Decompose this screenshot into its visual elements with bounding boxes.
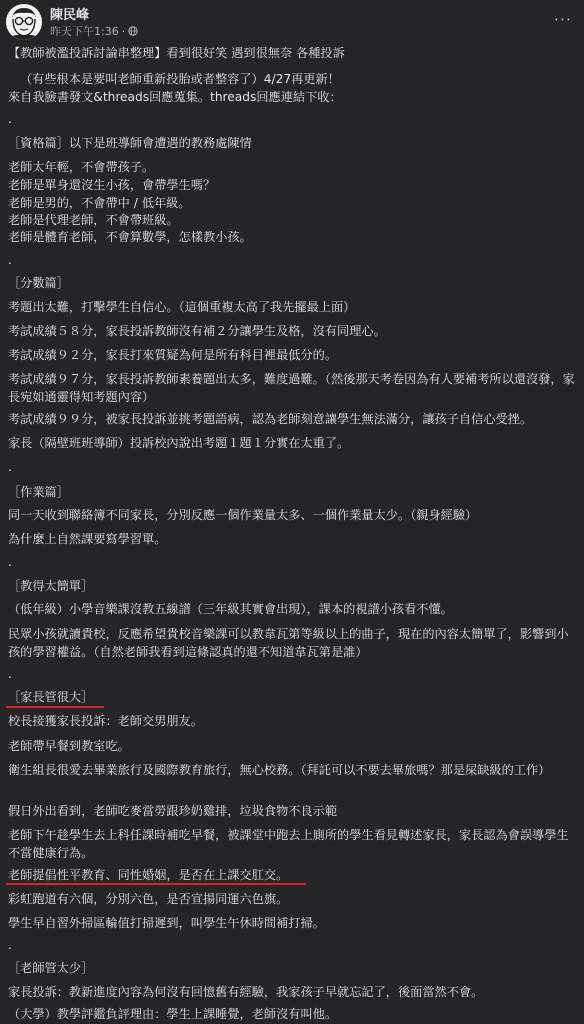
post-text-line: 為什麼上自然課要寫學習單。 [8,532,167,546]
post-text-line: 衛生組長很愛去畢業旅行及國際教育旅行，無心校務。（拜託可以不要去畢旅嗎？那是屎缺級的工作） [8,763,551,777]
author-name[interactable]: 陳民峰 [50,8,90,23]
post-text-line: 同一天收到聯絡簿不同家長，分別反應一個作業量太多、一個作業量太少。（親身經驗） [8,508,478,522]
separator-dot: . [8,555,12,569]
separator-dot: . [8,938,12,952]
section-heading: ［資格篇］以下是班導師會遭遇的教務處陳情 [8,136,252,150]
post-title-line: 【教師被濫投訴討論串整理】看到很好笑 遇到很無奈 各種投訴 [8,46,345,60]
post-text-line: 彩虹跑道有六個，分別六色，是否宣揚同運六色旗。 [8,892,289,906]
post-text-line: （低年級）小學音樂課沒教五線譜（三年級其實會出現），課本的視譜小孩看不懂。 [8,602,453,616]
post-text-line: 老師帶早餐到教室吃。 [8,739,130,753]
post-text-line: 來自我臉書發文&threads回應蒐集。threads回應連結下收： [8,90,342,104]
more-options-icon[interactable]: ··· [553,10,572,29]
post-text-line: 考試成績９７分，家長投訴教師素養題出太多，難度過難。（然後那天考卷因為有人要補考所以還沒發，家長宛如通靈得知考題內容） [8,372,575,404]
section-heading: ［家長管很大］ [8,690,94,704]
separator-dot: . [8,460,12,474]
post-text-line: （有些根本是要叫老師重新投胎或者整容了）4/27再更新！ [20,72,340,86]
post-text-line: （大學）教學評鑑負評理由：學生上課睡覺，老師沒有叫他。 [8,1007,338,1021]
red-underline [6,883,306,885]
post-text-line: 考試成績９２分，家長打來質疑為何是所有科目裡最低分的。 [8,348,338,362]
post-text-line: 老師是單身還沒生小孩，會帶學生嗎？ [8,178,216,192]
post-text-line: 民眾小孩就讀貴校，反應希望貴校音樂課可以教韋瓦第等級以上的曲子，現在的內容太簡單了，影響到小孩的學習權益。（自然老師我看到這條認真的還不知道韋瓦第是誰） [8,627,569,659]
post-text-line: 老師太年輕，不會帶孩子。 [8,160,155,174]
red-underline [6,706,104,708]
post-text-line: 老師是體育老師，不會算數學，怎樣教小孩。 [8,230,252,244]
post-text-line: 考試成績９９分，被家長投訴並挑考題語病，認為老師刻意讓學生無法滿分，讓孩子自信心受挫。 [8,412,533,426]
post-time[interactable]: 昨天下午1:36 [50,25,119,38]
post-text-line: 老師下午趁學生去上科任課時補吃早餐，被課堂中跑去上廁所的學生看見轉述家長，家長認為會誤導學生不當健康行為。 [8,828,569,860]
section-heading: ［老師管太少］ [8,961,94,975]
post-text-line: 學生早自習外掃區輪值打掃遲到，叫學生午休時間補打掃。 [8,916,325,930]
separator-dot: . [8,667,12,681]
post-text-line: 老師是代理老師，不會帶班級。 [8,213,179,227]
separator-dot: . [8,112,12,126]
post-text-line: 家長投訴：教新進度內容為何沒有回憶舊有經驗，我家孩子早就忘記了，後面當然不會。 [8,985,484,999]
post-text-line: 家長（隔壁班班導師）投訴校內說出考題１題１分實在太重了。 [8,436,350,450]
post-text-line: 老師是男的，不會帶中 / 低年級。 [8,196,191,210]
post-text-line: 老師提倡性平教育、同性婚姻，是否在上課交肛交。 [8,868,289,882]
separator-dot: . [8,253,12,267]
section-heading: ［作業篇］ [8,485,69,499]
post-text-line: 考試成績５８分，家長投訴教師沒有補２分讓學生及格，沒有同理心。 [8,324,386,338]
post-text-line: 校長接獲家長投訴：老師交男朋友。 [8,714,203,728]
section-heading: ［分數篇］ [8,276,69,290]
post-text-line: 假日外出看到，老師吃麥當勞跟珍奶雞排，垃圾食物不良示範 [8,804,338,818]
post-text-line: 考題出太難，打擊學生自信心。（這個重複太高了我先擺最上面） [8,300,356,314]
meta-separator: · [121,24,126,38]
section-heading: ［教得太簡單］ [8,579,94,593]
